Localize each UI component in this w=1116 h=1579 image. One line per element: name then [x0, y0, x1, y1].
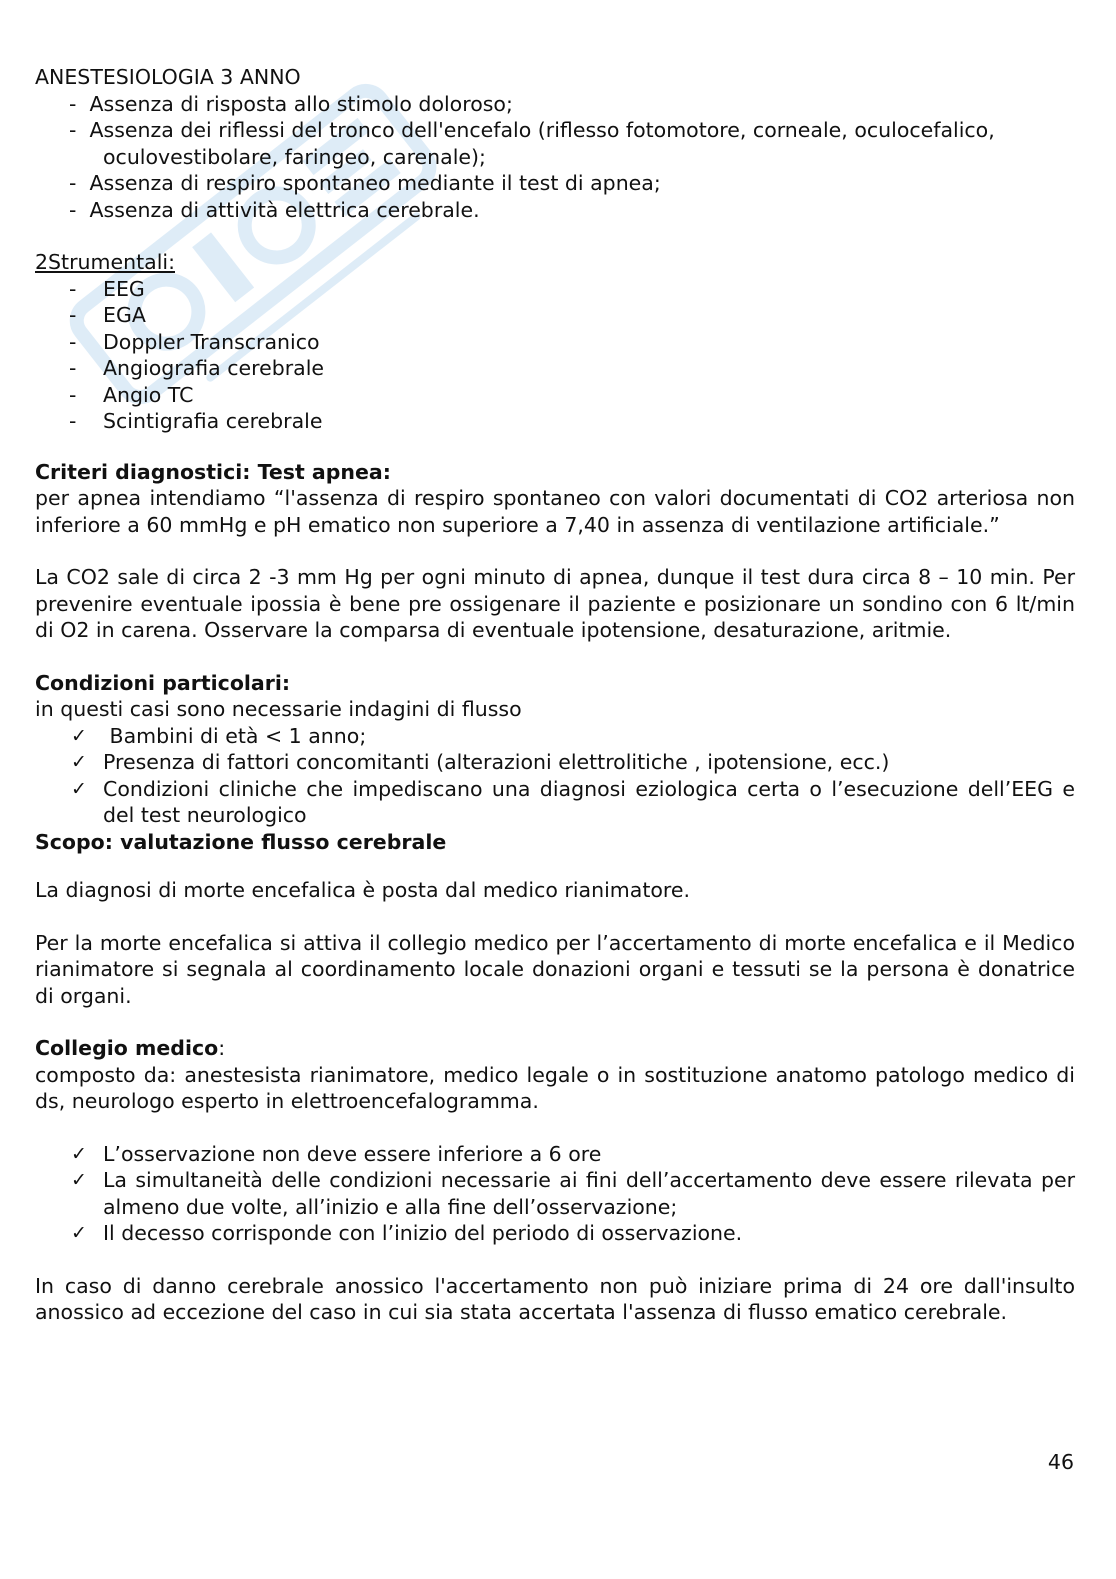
special-list [35, 723, 1075, 829]
list-item: ✓ Bambini di età < 1 anno; [71, 723, 367, 748]
dash-mark: - [69, 303, 77, 327]
page-number: 46 [1047, 1450, 1074, 1474]
apnea-heading: Criteri diagnostici: Test apnea: [35, 459, 391, 484]
check-icon: ✓ [71, 777, 87, 800]
dash-mark: - [69, 409, 77, 433]
special-heading: Condizioni particolari: [35, 670, 291, 695]
list-item: - Angio TC [69, 382, 194, 407]
dash-mark: - [69, 197, 77, 222]
list-item: - Assenza di attività elettrica cerebrale. [69, 197, 480, 222]
diagnosis-text: La diagnosi di morte encefalica è posta dal medico rianimatore. [35, 878, 691, 902]
dash-mark: - [69, 329, 77, 354]
list-item: ✓ L’osservazione non deve essere inferiore a 6 ore [71, 1141, 602, 1166]
college-intro-text: Per la morte encefalica si attiva il collegio medico per l’accertamento di morte encefalica e il Medico rianimatore si segnala al coordinamento locale donazioni organi e tessuti se la persona è donatrice di organi. [35, 930, 1075, 1008]
list-item: ✓ La simultaneità delle condizioni necessarie ai fini dell’accertamento deve essere rilevata per almeno due volte, all’inizio e alla fine dell’osservazione; [71, 1168, 1075, 1219]
list-item: - Assenza dei riflessi del tronco dell'encefalo (riflesso fotomotore, corneale, oculocefalico, oculovestibolare, faringeo, carenale); [69, 118, 995, 169]
list-item: - EEG [69, 276, 145, 301]
list-item: - EGA [69, 303, 146, 327]
check-icon: ✓ [71, 1169, 87, 1191]
check-icon: ✓ [71, 751, 87, 773]
dash-mark: - [69, 118, 77, 142]
dash-mark: - [69, 91, 77, 116]
list-item: - Doppler Transcranico [69, 329, 320, 354]
check-icon: ✓ [71, 724, 87, 747]
check-icon: ✓ [71, 1142, 87, 1165]
list-item: - Angiografia cerebrale [69, 356, 325, 380]
special-scope: Scopo: valutazione flusso cerebrale [35, 829, 447, 854]
list-item: ✓ Presenza di fattori concomitanti (alterazioni elettrolitiche , ipotensione, ecc.) [71, 750, 890, 774]
list-item: - Assenza di risposta allo stimolo doloroso; [69, 91, 513, 116]
criteria-list [35, 91, 1075, 224]
instrumental-heading: 2Strumentali: [35, 250, 175, 274]
instrumental-list [35, 276, 1075, 435]
check-icon: ✓ [71, 1222, 87, 1244]
dash-mark: - [69, 382, 77, 407]
list-item: - Assenza di respiro spontaneo mediante il test di apnea; [69, 171, 661, 195]
dash-mark: - [69, 276, 77, 301]
dash-mark: - [69, 356, 77, 380]
special-intro: in questi casi sono necessarie indagini di flusso [35, 697, 522, 721]
list-item: - Scintigrafia cerebrale [69, 409, 323, 433]
college-composition: composto da: anestesista rianimatore, medico legale o in sostituzione anatomo patologo medico di ds, neurologo esperto in elettroencefalogramma. [35, 1062, 1075, 1113]
college-list [35, 1141, 1075, 1247]
apnea-definition: per apnea intendiamo “l'assenza di respiro spontaneo con valori documentati di CO2 arteriosa non inferiore a 60 mmHg e pH ematico non superiore a 7,40 in assenza di ventilazione artificiale.” [35, 486, 1075, 537]
anoxic-text: In caso di danno cerebrale anossico l'accertamento non può iniziare prima di 24 ore dall'insulto anossico ad eccezione del caso in cui sia stata accertata l'assenza di flusso ematico cerebrale. [35, 1273, 1075, 1324]
college-heading: Collegio medico: [35, 1036, 226, 1060]
list-item: ✓ Il decesso corrisponde con l’inizio del periodo di osservazione. [71, 1221, 743, 1245]
apnea-procedure: La CO2 sale di circa 2 -3 mm Hg per ogni minuto di apnea, dunque il test dura circa 8 – 10 min. Per prevenire eventuale ipossia è bene pre ossigenare il paziente e posizionare un sondino con 6 lt/min di O2 in carena. Osservare la comparsa di eventuale ipotensione, desaturazione, aritmie. [35, 565, 1075, 642]
page-content [35, 64, 1075, 1326]
page-header: ANESTESIOLOGIA 3 ANNO [35, 65, 301, 89]
dash-mark: - [69, 171, 77, 195]
list-item: ✓ Condizioni cliniche che impediscano una diagnosi eziologica certa o l’esecuzione dell’EEG e del test neurologico [71, 776, 1075, 827]
